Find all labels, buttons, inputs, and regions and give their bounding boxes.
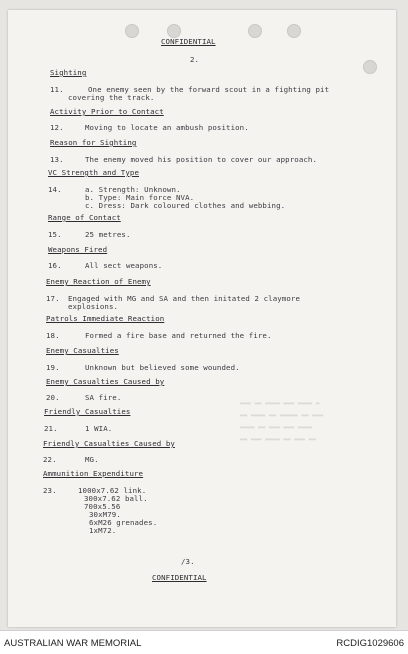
para-number: 20. [46, 393, 60, 402]
punch-hole [287, 24, 301, 38]
bleed-through: ▬▬▬ ▬▬ ▬▬▬▬ ▬▬▬ ▬▬▬▬ ▬ [240, 400, 320, 407]
punch-hole [167, 24, 181, 38]
para-number: 13. [50, 155, 64, 164]
bleed-through: ▬▬ ▬▬▬▬ ▬▬ ▬▬▬▬▬ ▬▬ ▬▬▬ [240, 412, 324, 419]
section-heading: Activity Prior to Contact [50, 107, 164, 116]
page-classification-top: CONFIDENTIAL [161, 37, 216, 46]
para-text: explosions. [68, 302, 119, 311]
para-text: Formed a fire base and returned the fire. [85, 331, 272, 340]
para-text: Engaged with MG and SA and then initated 2 claymore [68, 294, 301, 303]
section-heading: Friendly Casualties Caused by [43, 439, 175, 448]
para-text: covering the track. [68, 93, 155, 102]
para-text: 25 metres. [85, 230, 131, 239]
para-text: The enemy moved his position to cover our approach. [85, 155, 318, 164]
continuation-marker: /3. [181, 557, 195, 566]
section-heading: Patrols Immediate Reaction [46, 314, 165, 323]
page-number: 2. [190, 55, 200, 64]
section-heading: Reason for Sighting [50, 138, 137, 147]
para-text: All sect weapons. [85, 261, 163, 270]
section-heading: Friendly Casualties [44, 407, 131, 416]
record-reference: RCDIG1029606 [336, 638, 404, 649]
section-heading: Enemy Casualties Caused by [46, 377, 165, 386]
punch-hole [363, 60, 377, 74]
para-number: 22. [43, 455, 57, 464]
para-number: 23. [43, 486, 57, 495]
para-text: 30xM79. [89, 510, 121, 519]
para-number: 18. [46, 331, 60, 340]
punch-hole [248, 24, 262, 38]
bleed-through: ▬▬ ▬▬▬ ▬▬▬▬ ▬▬ ▬▬▬ ▬▬ [240, 436, 316, 443]
para-text: a. Strength: Unknown. [85, 185, 181, 194]
section-heading: Weapons Fired [48, 245, 108, 254]
section-heading: Ammunition Expenditure [43, 469, 144, 478]
section-heading: Enemy Casualties [46, 346, 119, 355]
para-number: 14. [48, 185, 62, 194]
para-text: c. Dress: Dark coloured clothes and webbing. [85, 201, 286, 210]
para-text: One enemy seen by the forward scout in a fighting pit [88, 85, 330, 94]
para-number: 16. [48, 261, 62, 270]
section-heading: Sighting [50, 68, 87, 77]
para-number: 21. [44, 424, 58, 433]
archive-credit-bar [0, 630, 408, 654]
para-text: SA fire. [85, 393, 122, 402]
para-text: 700x5.56 [84, 502, 121, 511]
para-text: 1000x7.62 link. [78, 486, 147, 495]
punch-hole [125, 24, 139, 38]
para-text: Moving to locate an ambush position. [85, 123, 249, 132]
para-number: 12. [50, 123, 64, 132]
para-number: 11. [50, 85, 64, 94]
section-heading: VC Strength and Type [48, 168, 139, 177]
para-number: 19. [46, 363, 60, 372]
para-text: b. Type: Main force NVA. [85, 193, 195, 202]
para-number: 15. [48, 230, 62, 239]
page-classification-bottom: CONFIDENTIAL [152, 573, 207, 582]
bleed-through: ▬▬▬▬ ▬▬ ▬▬▬ ▬▬▬ ▬▬▬▬ [240, 424, 313, 431]
para-text: MG. [85, 455, 99, 464]
section-heading: Range of Contact [48, 213, 121, 222]
para-text: 6xM26 grenades. [89, 518, 158, 527]
institution-name: AUSTRALIAN WAR MEMORIAL [4, 638, 142, 649]
para-text: 1xM72. [89, 526, 117, 535]
para-number: 17. [46, 294, 60, 303]
para-text: 300x7.62 ball. [84, 494, 148, 503]
section-heading: Enemy Reaction of Enemy [46, 277, 151, 286]
para-text: 1 WIA. [85, 424, 113, 433]
para-text: Unknown but believed some wounded. [85, 363, 240, 372]
